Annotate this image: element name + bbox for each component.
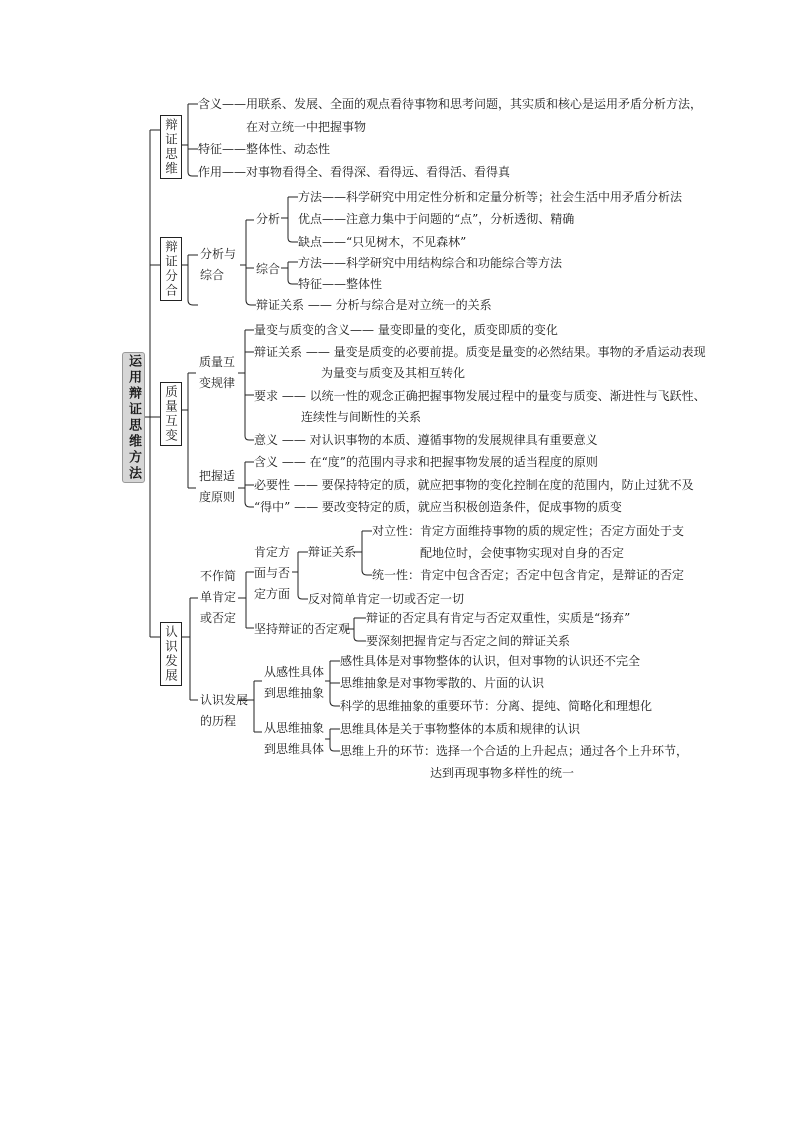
s2-synthesis-bracket [281,262,298,284]
s4-p1-bracket [325,661,340,706]
s3-law-requirement-line2: 连续性与间断性的关系 [301,410,422,424]
s2-analysis-method: 方法——科学研究中用定性分析和定量分析等；社会生活中用矛盾分析法 [298,190,683,204]
s4-abstract-to-concrete: 从思维抽象 到思维具体 [264,721,325,756]
section-label-analysis-synthesis: 辩证分合 [160,237,182,301]
s4-aff-bracket [292,552,308,599]
s4-perceptual-to-abstract: 从感性具体 到思维抽象 [264,665,325,700]
s3-law-label: 质量互 变规律 [199,355,236,390]
s4-insist-item2: 要深刻把握肯定与否定之间的辩证关系 [366,634,571,648]
s1-meaning-line1: 含义——用联系、发展、全面的观点看待事物和思考问题，其实质和核心是运用矛盾分析方法， [198,97,703,111]
s4-p1-item-a: 感性具体是对事物整体的认识，但对事物的认识还不完全 [340,654,641,668]
s2-synthesis-feature: 特征——整体性 [298,277,383,291]
s4-rel-bracket [354,531,372,575]
s3-degree-bracket [238,462,254,507]
s4-p2-item-c: 达到再现事物多样性的统一 [430,766,575,780]
s2-synthesis-label: 综合 [256,262,281,276]
section-label-cognition-development: 认识发展 [160,622,182,686]
s3-degree-meaning: 含义 —— 在“度”的范围内寻求和把握事物发展的适当程度的原则 [254,455,598,469]
s1-bracket [182,104,198,176]
s2-analysis-bracket [281,197,298,242]
s3-law-requirement-line1: 要求 —— 以统一性的观念正确把握事物发展过程中的量变与质变、渐进性与飞跃性、 [254,389,706,403]
s4-neither-bracket [238,572,254,628]
s4-p1-item-b: 思维抽象是对事物零散的、片面的认识 [340,676,545,690]
s1-meaning-line2: 在对立统一中把握事物 [246,120,367,134]
s4-affirm-negate-label: 肯定方 面与否 定方面 [254,545,291,601]
s2-relation: 辩证关系 —— 分析与综合是对立统一的关系 [256,298,492,312]
s3-bracket [182,373,196,488]
s4-p2-bracket [325,729,340,751]
s2-bracket [182,255,198,305]
s2-sub-bracket [240,220,256,305]
s4-p1-item-c: 科学的思维抽象的重要环节：分离、提纯、简略化和理想化 [340,699,653,713]
s1-feature: 特征——整体性、动态性 [198,142,331,156]
root-node: 运用辩证思维方法 [122,352,145,483]
s2-analysis-defect: 缺点——“只见树木，不见森林” [298,235,467,249]
s4-against: 反对简单肯定一切或否定一切 [308,592,465,606]
s1-effect: 作用——对事物看得全、看得深、看得远、看得活、看得真 [198,165,511,179]
s3-law-relation-line1: 辩证关系 —— 量变是质变的必要前提。质变是量变的必然结果。事物的矛盾运动表现 [254,345,706,359]
s4-insist-label: 坚持辩证的否定观 [254,622,351,636]
s3-degree-necessity: 必要性 —— 要保持特定的质，就应把事物的变化控制在度的范围内，防止过犹不及 [254,478,694,492]
s2-analysis-label: 分析 [256,212,281,226]
s4-insist-item1: 辩证的否定具有肯定与否定双重性，实质是“扬弃” [366,611,631,625]
s4-bracket [182,598,198,700]
s3-law-meaning: 量变与质变的含义—— 量变即量的变化，质变即质的变化 [254,323,558,337]
s4-p2-item-b: 思维上升的环节：选择一个合适的上升起点；通过各个上升环节， [340,744,689,758]
root-spine [145,130,160,637]
s3-law-relation-line2: 为量变与质变及其相互转化 [321,366,466,380]
s4-opposition-line2: 配地位时，会使事物实现对自身的否定 [420,546,625,560]
s4-process-label: 认识发展 的历程 [200,693,249,728]
s4-neither-label: 不作简 单肯定 或否定 [200,569,237,625]
section-label-dialectical-thinking: 辩证思维 [160,115,182,179]
s3-degree-gain: “得中” —— 要改变特定的质，就应当积极创造条件，促成事物的质变 [254,500,622,514]
s3-law-significance: 意义 —— 对认识事物的本质、遵循事物的发展规律具有重要意义 [254,433,598,447]
s2-synthesis-method: 方法——科学研究中用结构综合和功能综合等方法 [298,256,563,270]
s4-p2-item-a: 思维具体是关于事物整体的本质和规律的认识 [340,722,581,736]
s4-opposition-line1: 对立性：肯定方面维持事物的质的规定性；否定方面处于支 [372,524,685,538]
s3-degree-label: 把握适 度原则 [199,469,236,504]
s2-sub-label: 分析与 综合 [200,247,237,282]
s4-unity: 统一性：肯定中包含否定；否定中包含肯定，是辩证的否定 [372,568,685,582]
s3-law-bracket [238,330,254,440]
section-label-quality-quantity: 质量互变 [160,382,182,446]
s2-analysis-merit: 优点——注意力集中于问题的“点”，分析透彻、精确 [298,212,575,226]
s4-dialectical-relation: 辩证关系 [308,545,357,559]
